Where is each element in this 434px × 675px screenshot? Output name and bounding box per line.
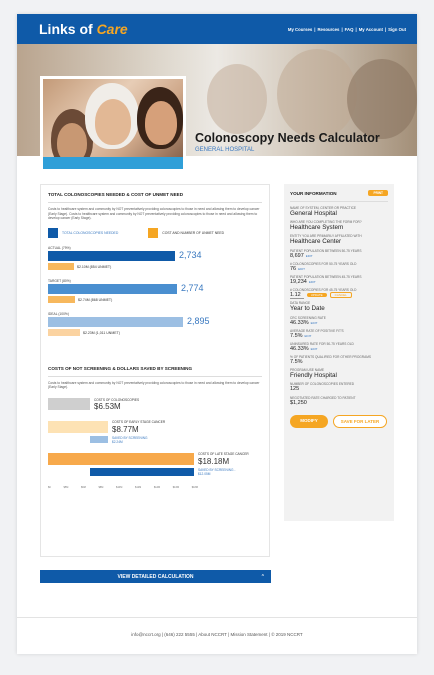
bar-cost-label: $2.74M (868 UNMET) (78, 297, 113, 302)
bar-late-cancer-cost (48, 453, 194, 465)
field-value-input[interactable]: 1.12 (290, 292, 304, 299)
field-value: Friendly Hospital (290, 372, 337, 380)
bar-value: $6.53M (94, 401, 121, 411)
logo-text: Links of (39, 21, 93, 37)
nav-sign-out[interactable]: Sign Out (388, 26, 406, 32)
info-field (290, 275, 388, 285)
legend-label-cost: COST AND NUMBER OF UNMET NEED (162, 230, 225, 235)
savings-chart (48, 396, 262, 506)
results-panel (40, 184, 270, 557)
bar-row (48, 283, 262, 305)
footer: info@nccrt.org | (646) 222 5555 | About NCCRT | Mission Statement | © 2019 NCCRT (17, 617, 417, 637)
title-area (195, 131, 380, 153)
hero-background-shape (207, 64, 267, 134)
nav-separator: | (341, 26, 343, 32)
x-axis (48, 486, 198, 489)
photo-person-shape (95, 99, 131, 145)
section-title-costs: COSTS OF NOT SCREENING & DOLLARS SAVED BY SCREENING (48, 365, 193, 371)
info-field (290, 368, 388, 379)
field-label: PROGRAM USE NAME (290, 368, 325, 373)
bar-value: 2,774 (181, 282, 204, 293)
bar-early-cancer-cost (48, 421, 108, 433)
top-nav (287, 27, 407, 32)
bar-label: TARGET (80%) (48, 278, 71, 283)
action-buttons (290, 415, 388, 428)
page-container (17, 14, 417, 654)
info-field (290, 301, 388, 312)
edit-link[interactable]: EDIT (305, 253, 313, 258)
bar-label: SAVED BY SCREENING - (198, 467, 236, 472)
info-field (290, 342, 388, 352)
field-value: 8,697 (290, 252, 304, 259)
bar-row (48, 250, 262, 272)
bar-needed (48, 317, 183, 327)
info-sidebar (284, 184, 394, 521)
view-detailed-calculation-button[interactable] (40, 570, 271, 583)
x-tick: $16M (172, 485, 180, 489)
field-label: NAME OF SYSTEM, CENTER OR PRACTICE (290, 206, 357, 210)
needed-bar-chart (48, 246, 262, 338)
bar-label: IDEAL (100%) (48, 311, 69, 316)
bar-cost (48, 329, 80, 336)
bar-value: $18.18M (198, 456, 230, 466)
bar-saved-late (90, 468, 194, 476)
hero-photo (40, 76, 186, 172)
x-tick: $5M (63, 485, 69, 489)
bar-label: COSTS OF LATE STAGE CANCER (198, 451, 249, 456)
legend-swatch-needed (48, 228, 58, 238)
view-button-label: VIEW DETAILED CALCULATION (117, 573, 194, 580)
field-value: 46.33% (290, 345, 309, 352)
field-label: NEGOTIATED RATE CHARGED TO PATIENT (290, 395, 356, 400)
x-tick: $18M (191, 485, 198, 489)
edit-link[interactable]: EDIT (298, 266, 305, 271)
section-description: Costs to healthcare system and community by NOT preventatively providing colonoscopies to those in need and allowing them to develop cancer (Early Stage). (48, 380, 260, 389)
save-for-later-button[interactable]: SAVE FOR LATER (333, 415, 387, 428)
field-value: 76 (290, 265, 297, 272)
field-label: WHO ARE YOU COMPLETING THE FORM FOR? (290, 220, 362, 225)
x-tick: $0 (48, 485, 51, 489)
bar-value: 2,734 (179, 249, 202, 260)
bar-label: SAVED BY SCREENING (112, 435, 148, 440)
field-value: Healthcare Center (290, 238, 342, 246)
section-title-unmet-need: TOTAL COLONOSCOPIES NEEDED & COST OF UNMET NEED (48, 192, 184, 197)
bar-group (48, 279, 262, 305)
bar-needed (48, 284, 177, 294)
bar-row (48, 316, 262, 338)
print-button[interactable]: PRINT (368, 190, 388, 196)
modify-button[interactable]: MODIFY (290, 415, 328, 428)
photo-person-shape (145, 101, 177, 145)
x-tick: $10M (116, 485, 123, 489)
top-bar (17, 14, 417, 44)
field-label: NUMBER OF COLONOSCOPIES ENTERED (290, 382, 355, 387)
page-title: Colonoscopy Needs Calculator (195, 131, 380, 145)
info-field (290, 206, 388, 217)
info-field (290, 234, 388, 245)
info-field (290, 288, 388, 298)
field-value: Year to Date (290, 305, 325, 313)
edit-link[interactable]: EDIT (310, 320, 318, 325)
section-description: Costs to healthcare system and community by NOT preventatively providing colonoscopies to those in need and allowing them to develop cancer (Early Stage). Costs to healthcare system and community by NOT preventatively providing colonoscopies to those in need and allowing them to develop cancer (Early Stage). (48, 207, 260, 220)
bar-value: $8.77M (112, 424, 139, 434)
field-value: 19,234 (290, 278, 307, 285)
info-field (290, 382, 388, 392)
field-label: ENTITY YOU ARE PRIMARILY AFFILIATED WITH (290, 234, 362, 239)
bar-label: COSTS OF EARLY STAGE CANCER (112, 419, 166, 424)
logo-text-care: Care (96, 21, 128, 37)
nav-my-courses[interactable]: My Courses (287, 26, 313, 32)
nav-separator: | (355, 26, 357, 32)
x-tick: $8M (98, 485, 104, 489)
info-field (290, 396, 388, 406)
nav-separator: | (384, 26, 387, 32)
field-value: 7.5% (290, 359, 303, 366)
bar-colonoscopy-cost (48, 398, 90, 410)
info-field (290, 355, 388, 365)
bar-value: $12.05M (198, 471, 211, 476)
info-field (290, 262, 388, 272)
field-label: UNINSURED RATE FOR 50-75 YEARS OLD (290, 341, 354, 346)
bar-saved-early (90, 436, 108, 443)
nav-faq[interactable]: FAQ (344, 26, 354, 32)
photo-scrubs-shape (43, 157, 186, 172)
legend-swatch-cost (148, 228, 158, 238)
divider (48, 202, 262, 203)
bar-group (48, 312, 262, 338)
bar-value: 2,895 (187, 315, 210, 326)
bar-label: ACTUAL (79%) (48, 245, 71, 250)
field-label: % OF PATIENTS QUALIFIED FOR OTHER PROGRAMS (290, 355, 371, 360)
info-field (290, 316, 388, 326)
bar-cost-label: $2.10M (854 UNMET) (77, 264, 112, 269)
hero-background-shape (347, 59, 417, 139)
x-tick: $12M (134, 485, 142, 489)
page-subtitle: GENERAL HOSPITAL (195, 147, 255, 153)
info-field (290, 329, 388, 339)
bar-cost (48, 263, 74, 270)
field-value: 46.33% (290, 319, 309, 326)
chart-legend (48, 228, 262, 238)
x-tick: $14M (153, 485, 161, 489)
hero-background-shape (277, 49, 357, 139)
field-label: PATIENT POPULATION BETWEEN 45-75 YEARS (290, 274, 362, 279)
nav-my-account[interactable]: My Account (358, 26, 383, 32)
edit-link[interactable]: EDIT (308, 279, 316, 284)
field-label: AVERAGE RATE OF POSITIVE FIT'S (290, 328, 344, 333)
field-label: DATA RANGE (290, 301, 311, 306)
x-tick: $6M (80, 485, 86, 489)
nav-separator: | (314, 26, 316, 32)
field-label: PATIENT POPULATION BETWEEN 50-75 YEARS (290, 248, 362, 253)
bar-needed (48, 251, 175, 261)
legend-label-needed: TOTAL COLONOSCOPIES NEEDED (62, 230, 119, 235)
bar-label: COSTS OF COLONOSCOPIES (94, 397, 140, 402)
info-header (290, 190, 388, 196)
field-label: # COLONOSCOPIES FOR 50-75 YEARS OLD (290, 261, 357, 266)
field-value: $1,250 (290, 399, 307, 406)
field-value: Healthcare System (290, 224, 344, 232)
edit-link[interactable]: EDIT (304, 333, 312, 338)
field-label: # COLONOSCOPIES FOR 45-75 YEARS OLD (290, 288, 357, 293)
field-value: 125 (290, 386, 300, 393)
logo[interactable] (39, 21, 128, 37)
cancel-button[interactable]: CANCEL (330, 292, 352, 298)
bar-cost (48, 296, 75, 303)
update-button[interactable]: UPDATE (307, 293, 327, 297)
divider (48, 376, 262, 377)
info-title: YOUR INFORMATION (290, 190, 337, 196)
edit-link[interactable]: EDIT (310, 346, 318, 351)
chevron-up-icon: ⌃ (260, 573, 265, 580)
field-label: CRC SCREENING RATE (290, 315, 326, 320)
nav-resources[interactable]: Resources (317, 26, 340, 32)
info-field (290, 249, 388, 259)
info-field (290, 220, 388, 231)
divider (290, 201, 388, 202)
field-value: General Hospital (290, 210, 337, 217)
bar-cost-label: $2.23M (1,011 UNMET) (83, 330, 120, 335)
bar-value: $2.24M (112, 439, 123, 444)
field-value: 7.5% (290, 332, 303, 339)
bar-group (48, 246, 262, 272)
